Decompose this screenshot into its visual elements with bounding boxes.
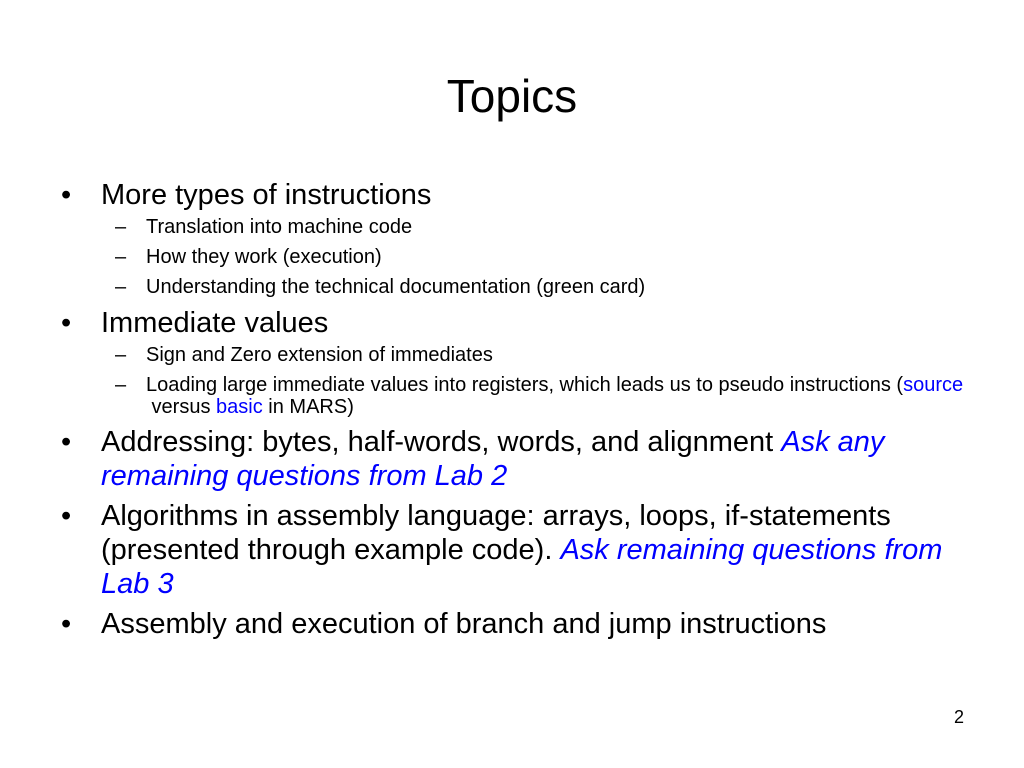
- bullet-text: More types of instructions: [101, 179, 432, 211]
- sub-item-text: Sign and Zero extension of immediates: [146, 344, 493, 366]
- bullet-icon: •: [61, 179, 72, 211]
- bullet-text: Algorithms in assembly language: arrays, loops, if-statements (presented through example code).: [101, 500, 899, 566]
- sub-item-sign-extension: [101, 344, 970, 367]
- bullet-text: Addressing: bytes, half-words, words, and alignment: [101, 426, 782, 458]
- sub-item-text: How they work (execution): [146, 246, 382, 268]
- bullet-text: Assembly and execution of branch and jump instructions: [101, 608, 827, 640]
- bullet-icon: •: [61, 500, 72, 532]
- dash-icon: –: [115, 344, 127, 366]
- list-item-addressing: [0, 425, 1024, 493]
- list-item-immediate-values: [0, 306, 1024, 418]
- sub-item-text-mid: versus: [146, 396, 217, 418]
- list-item-more-types: [0, 178, 1024, 299]
- lab2-note: Ask any remaining questions from Lab 2: [101, 426, 885, 492]
- sub-list: [101, 344, 970, 418]
- sub-item-translation: [101, 216, 970, 239]
- bullet-text: Immediate values: [101, 307, 329, 339]
- lab3-note: Ask remaining questions from Lab 3: [101, 534, 943, 600]
- source-link[interactable]: source: [903, 374, 964, 396]
- dash-icon: –: [115, 216, 127, 238]
- basic-link[interactable]: basic: [216, 396, 263, 418]
- bullet-icon: •: [61, 426, 72, 458]
- list-item-branch-jump: [0, 607, 1024, 641]
- sub-list: [101, 216, 970, 299]
- dash-icon: –: [115, 276, 127, 298]
- bullet-icon: •: [61, 608, 72, 640]
- dash-icon: –: [115, 374, 127, 396]
- sub-item-large-immediates: [101, 374, 970, 418]
- sub-item-text-after: in MARS): [262, 396, 354, 418]
- topic-list: [0, 178, 1024, 641]
- sub-item-text: Understanding the technical documentation (green card): [146, 276, 646, 298]
- dash-icon: –: [115, 246, 127, 268]
- sub-item-text: Translation into machine code: [146, 216, 413, 238]
- bullet-icon: •: [61, 307, 72, 339]
- sub-item-text-before: Loading large immediate values into registers, which leads us to pseudo instructions (: [146, 374, 904, 396]
- sub-item-execution: [101, 246, 970, 269]
- sub-item-documentation: [101, 276, 970, 299]
- slide-title: Topics: [446, 70, 578, 122]
- page-number: 2: [953, 707, 964, 727]
- list-item-algorithms: [0, 499, 1024, 601]
